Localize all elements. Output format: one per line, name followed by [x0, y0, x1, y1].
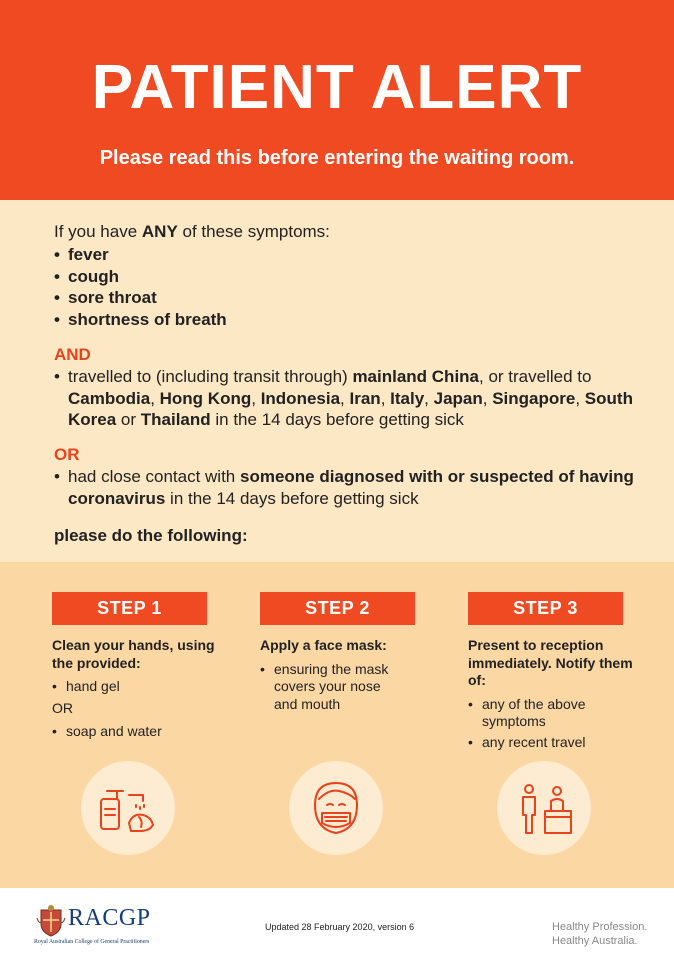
reception-icon [497, 761, 591, 855]
face-mask-icon [289, 761, 383, 855]
step-1-list-2 [52, 723, 222, 741]
step-1-or: OR [52, 699, 73, 716]
step-2-label: STEP 2 [260, 592, 415, 625]
instructions-lead: please do the following: [54, 526, 248, 545]
steps-section [0, 562, 674, 888]
page-title: PATIENT ALERT [91, 53, 583, 122]
symptom-item: • cough [54, 266, 227, 288]
logo-subtitle: Royal Australian College of General Practitioners [34, 939, 150, 945]
step-2-lead: Apply a face mask: [260, 637, 387, 653]
list-item: • hand gel [52, 678, 222, 696]
symptom-item: • fever [54, 244, 227, 266]
step-3-lead: Present to reception immediately. Notify them of: [468, 637, 633, 688]
symptom-item: • shortness of breath [54, 309, 227, 331]
version-note: Updated 28 February 2020, version 6 [265, 922, 415, 932]
step-1 [52, 592, 222, 741]
step-3-label: STEP 3 [468, 592, 623, 625]
list-item: • any recent travel [468, 734, 638, 752]
crest-icon [36, 904, 66, 938]
and-label: AND [54, 345, 91, 364]
symptom-item: • sore throat [54, 287, 227, 309]
travel-condition: • travelled to (including transit through) mainland China, or travelled to Cambodia, Hong Kong, Indonesia, Iran, Italy, Japan, Singapore, South Korea or Thailand in the 14 days before getting sick [54, 366, 639, 431]
symptom-section [0, 200, 674, 562]
symptom-list [54, 244, 227, 330]
list-item: • any of the above symptoms [468, 696, 638, 731]
alert-header [0, 0, 674, 200]
step-3 [468, 592, 638, 751]
hand-wash-icon [81, 761, 175, 855]
logo-wordmark: RACGP [68, 905, 151, 931]
step-3-list [468, 696, 638, 752]
footer [0, 888, 674, 960]
list-item: • soap and water [52, 723, 222, 741]
or-label: OR [54, 445, 80, 464]
racgp-logo [34, 902, 184, 950]
contact-condition: • had close contact with someone diagnosed with or suspected of having coronavirus in the 14 days before getting sick [54, 466, 634, 509]
step-1-lead: Clean your hands, using the provided: [52, 637, 215, 671]
step-2-list [260, 661, 400, 714]
symptoms-lead: If you have ANY of these symptoms: [54, 222, 330, 241]
step-1-label: STEP 1 [52, 592, 207, 625]
step-1-list [52, 678, 222, 696]
page-subtitle: Please read this before entering the waiting room. [99, 147, 575, 169]
step-2 [260, 592, 430, 713]
list-item: • ensuring the mask covers your nose and mouth [260, 661, 400, 714]
tagline: Healthy Profession. Healthy Australia. [552, 921, 648, 947]
